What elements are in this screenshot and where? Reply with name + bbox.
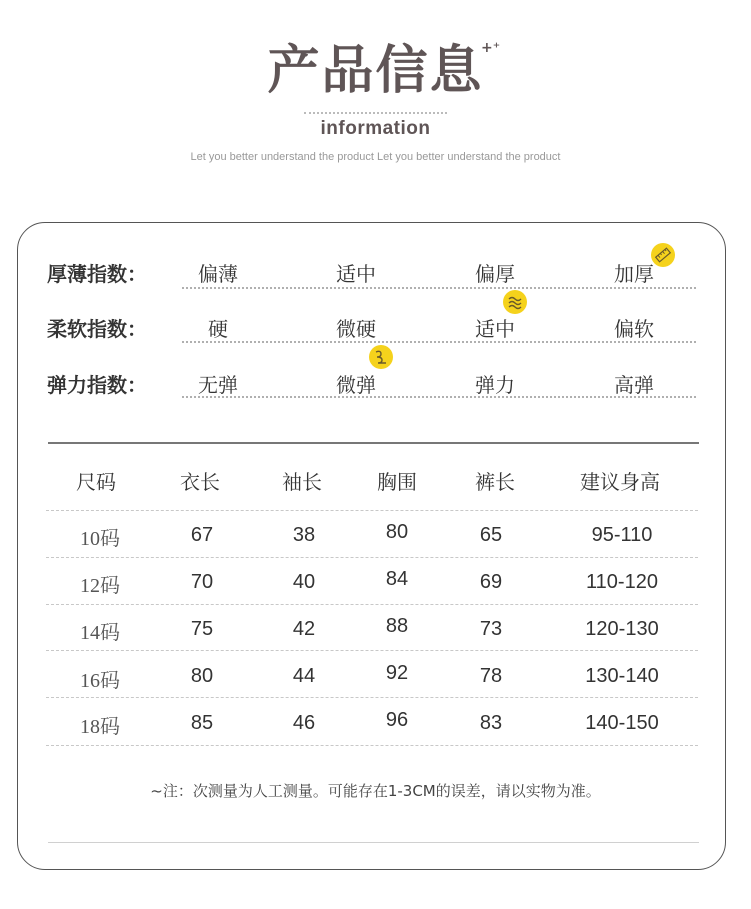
table-cell: 92	[385, 662, 409, 684]
column-header-length: 衣长	[180, 470, 220, 494]
thickness-option-selected: 加厚	[614, 262, 654, 286]
table-cell: 65	[479, 524, 503, 546]
table-cell: 44	[292, 665, 316, 687]
softness-option: 硬	[208, 317, 228, 341]
table-cell: 95-110	[591, 524, 653, 546]
measurement-note: ~注：次测量为人工测量。可能存在1-3CM的误差，请以实物为准。	[150, 782, 601, 800]
column-header-sleeve: 袖长	[282, 470, 322, 494]
table-cell: 78	[479, 665, 503, 687]
table-cell: 18码	[80, 716, 120, 738]
row-divider	[46, 650, 698, 651]
softness-index-label: 柔软指数：	[47, 317, 147, 341]
table-cell: 38	[292, 524, 316, 546]
ruler-icon	[651, 243, 675, 267]
table-cell: 83	[479, 712, 503, 734]
table-cell: 12码	[80, 575, 120, 597]
table-cell: 70	[190, 571, 214, 593]
table-cell: 80	[190, 665, 214, 687]
elasticity-option: 弹力	[475, 373, 515, 397]
thickness-index-label: 厚薄指数：	[47, 262, 147, 286]
elasticity-option-selected: 微弹	[336, 373, 376, 397]
table-cell: 80	[385, 521, 409, 543]
thickness-option: 偏薄	[198, 262, 238, 286]
row-divider	[46, 604, 698, 605]
table-cell: 42	[292, 618, 316, 640]
row-divider	[46, 697, 698, 698]
table-cell: 88	[385, 615, 409, 637]
row-divider	[46, 745, 698, 746]
table-cell: 73	[479, 618, 503, 640]
table-cell: 75	[190, 618, 214, 640]
thickness-option: 偏厚	[475, 262, 515, 286]
softness-option: 偏软	[614, 317, 654, 341]
column-header-height: 建议身高	[580, 470, 660, 494]
spring-icon	[369, 345, 393, 369]
softness-index-line	[182, 341, 696, 343]
table-cell: 69	[479, 571, 503, 593]
table-cell: 85	[190, 712, 214, 734]
sparkle-icon: +⁺	[481, 40, 501, 56]
elasticity-option: 高弹	[614, 373, 654, 397]
title-divider	[304, 112, 447, 114]
elasticity-index-label: 弹力指数：	[47, 373, 147, 397]
table-top-border	[48, 442, 699, 444]
table-cell: 110-120	[586, 571, 658, 593]
elasticity-index-line	[182, 396, 696, 398]
table-cell: 140-150	[585, 712, 659, 734]
table-cell: 46	[292, 712, 316, 734]
table-cell: 130-140	[585, 665, 659, 687]
row-divider	[46, 510, 698, 511]
table-cell: 40	[292, 571, 316, 593]
table-cell: 96	[385, 709, 409, 731]
column-header-chest: 胸围	[377, 470, 417, 494]
page-title: 产品信息	[267, 41, 484, 101]
table-cell: 84	[385, 568, 409, 590]
column-header-pants: 裤长	[475, 470, 515, 494]
row-divider	[46, 557, 698, 558]
table-cell: 16码	[80, 670, 120, 692]
thickness-option: 适中	[336, 262, 376, 286]
page-tagline: Let you better understand the product Let you better understand the product	[190, 151, 561, 163]
thickness-index-line	[182, 287, 696, 289]
softness-option: 微硬	[336, 317, 376, 341]
wave-icon	[503, 290, 527, 314]
column-header-size: 尺码	[76, 470, 116, 494]
elasticity-option: 无弹	[198, 373, 238, 397]
softness-option-selected: 适中	[475, 317, 515, 341]
table-cell: 67	[190, 524, 214, 546]
bottom-divider	[48, 842, 699, 843]
table-cell: 120-130	[585, 618, 659, 640]
table-cell: 14码	[80, 622, 120, 644]
table-cell: 10码	[80, 528, 120, 550]
page-subtitle: information	[320, 118, 431, 139]
